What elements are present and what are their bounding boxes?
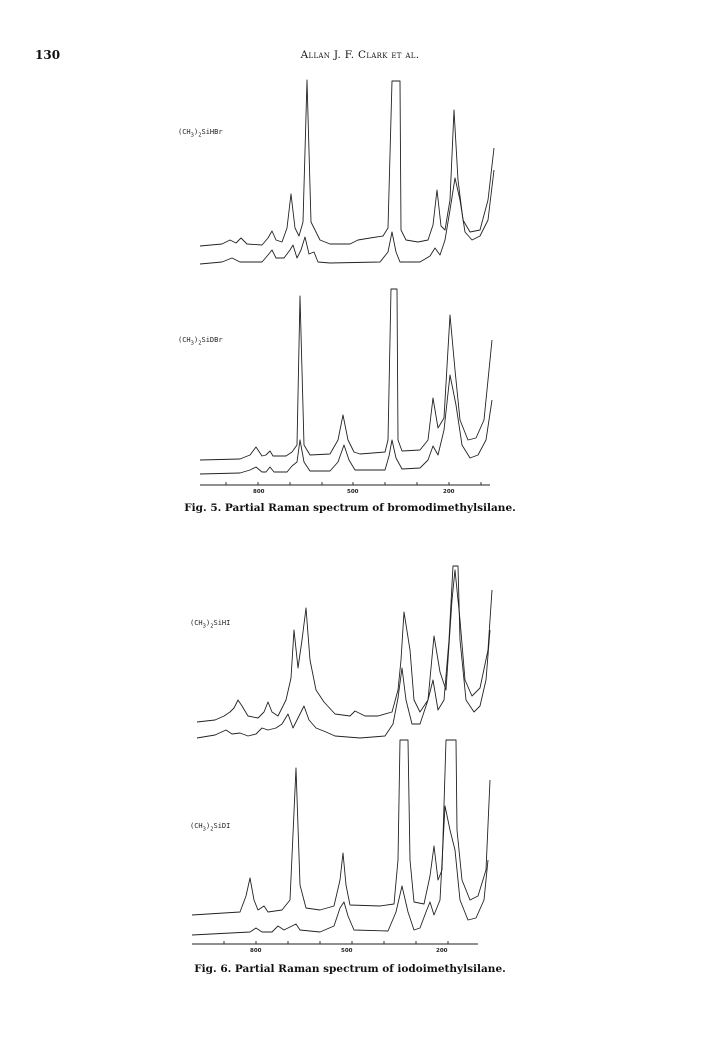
fig5-bottom-trace-lower xyxy=(200,375,492,474)
fig5-top-trace-upper xyxy=(200,80,494,246)
fig5-tick-800: 800 xyxy=(253,489,265,495)
fig5-tick-200: 200 xyxy=(443,489,455,495)
fig6-spectrum-label-h: $(CH_3)_2SiHI$ xyxy=(190,619,231,630)
fig6-top-trace-upper xyxy=(197,570,492,722)
fig5-spectrum-label-d: $(CH_3)_2SiDBr$ xyxy=(178,336,223,347)
running-head-text: Allan J. F. Clark et al. xyxy=(300,49,420,61)
fig6-tick-500: 500 xyxy=(341,948,353,954)
fig6-bottom-trace-upper xyxy=(192,740,490,915)
fig5-top-trace-lower xyxy=(200,170,494,264)
fig6-spectrum-label-d: $(CH_3)_2SiDI$ xyxy=(190,822,231,833)
fig6-top-trace-lower xyxy=(197,566,490,738)
fig5-spectrum-label-h: $(CH_3)_2SiHBr$ xyxy=(178,128,223,139)
fig5-caption: Fig. 5. Partial Raman spectrum of bromodimethylsilane. xyxy=(184,502,516,514)
fig6-tick-200: 200 xyxy=(436,948,448,954)
fig6-bottom-trace-lower xyxy=(192,806,488,935)
fig6-caption: Fig. 6. Partial Raman spectrum of iodoimethylsilane. xyxy=(194,963,506,975)
fig5-tick-500: 500 xyxy=(347,489,359,495)
fig5-bottom-trace-upper xyxy=(200,289,492,460)
fig6-tick-800: 800 xyxy=(250,948,262,954)
page-number: 130 xyxy=(35,48,61,62)
